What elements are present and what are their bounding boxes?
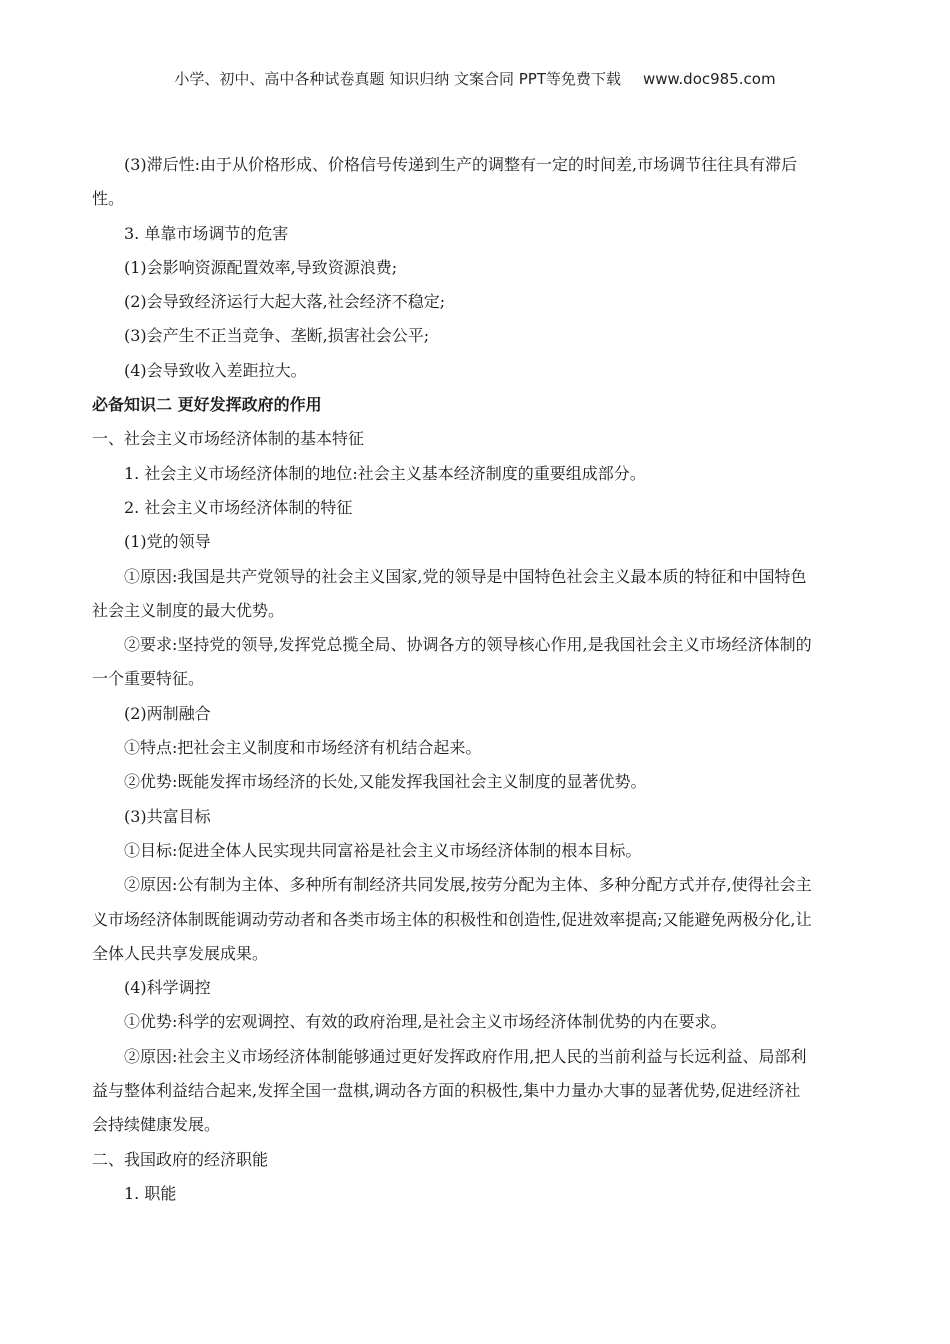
- text-line: (3)共富目标: [124, 806, 211, 826]
- header-text: 小学、初中、高中各种试卷真题 知识归纳 文案合同 PPT等免费下载: [174, 70, 621, 88]
- text-line: 性。: [92, 189, 125, 209]
- text-line: ①目标:促进全体人民实现共同富裕是社会主义市场经济体制的根本目标。: [124, 840, 642, 860]
- text-line: (1)党的领导: [124, 532, 211, 552]
- text-line: ②优势:既能发挥市场经济的长处,又能发挥我国社会主义制度的显著优势。: [124, 772, 647, 792]
- text-line: (3)会产生不正当竞争、垄断,损害社会公平;: [124, 326, 430, 346]
- text-line: ②原因:社会主义市场经济体制能够通过更好发挥政府作用,把人民的当前利益与长远利益、局部利: [124, 1046, 807, 1066]
- text-line: 一个重要特征。: [92, 669, 205, 689]
- text-line: 3. 单靠市场调节的危害: [124, 223, 289, 243]
- text-line: (4)科学调控: [124, 978, 211, 998]
- text-line: 义市场经济体制既能调动劳动者和各类市场主体的积极性和创造性,促进效率提高;又能避免两极分化,让: [92, 909, 812, 929]
- text-line: 1. 社会主义市场经济体制的地位:社会主义基本经济制度的重要组成部分。: [124, 463, 646, 483]
- text-line: ②要求:坚持党的领导,发挥党总揽全局、协调各方的领导核心作用,是我国社会主义市场经济体制的: [124, 635, 812, 655]
- text-line: 1. 职能: [124, 1183, 177, 1203]
- text-line: ①原因:我国是共产党领导的社会主义国家,党的领导是中国特色社会主义最本质的特征和中国特色: [124, 566, 807, 586]
- text-line: 一、社会主义市场经济体制的基本特征: [92, 429, 365, 449]
- text-line: 2. 社会主义市场经济体制的特征: [124, 497, 353, 517]
- text-line: 二、我国政府的经济职能: [92, 1149, 269, 1169]
- text-line: (3)滞后性:由于从价格形成、价格信号传递到生产的调整有一定的时间差,市场调节往往具有滞后: [124, 155, 798, 174]
- text-line: ①特点:把社会主义制度和市场经济有机结合起来。: [124, 738, 482, 758]
- text-line: ②原因:公有制为主体、多种所有制经济共同发展,按劳分配为主体、多种分配方式并存,使得社会主: [124, 875, 812, 895]
- document-body: [92, 148, 862, 1211]
- text-line: (4)会导致收入差距拉大。: [124, 360, 307, 380]
- text-line: 社会主义制度的最大优势。: [92, 600, 285, 620]
- text-line: ①优势:科学的宏观调控、有效的政府治理,是社会主义市场经济体制优势的内在要求。: [124, 1012, 727, 1032]
- text-line: (1)会影响资源配置效率,导致资源浪费;: [124, 257, 398, 277]
- text-line: (2)会导致经济运行大起大落,社会经济不稳定;: [124, 292, 446, 312]
- text-line: 益与整体利益结合起来,发挥全国一盘棋,调动各方面的积极性,集中力量办大事的显著优势,促进经济社: [92, 1081, 801, 1101]
- header-site-url: www.doc985.com: [642, 70, 776, 88]
- text-line: (2)两制融合: [124, 703, 211, 723]
- section-heading: 必备知识二 更好发挥政府的作用: [92, 395, 322, 415]
- text-line: 会持续健康发展。: [92, 1115, 221, 1135]
- page-header: [0, 68, 950, 89]
- text-line: 全体人民共享发展成果。: [92, 943, 269, 963]
